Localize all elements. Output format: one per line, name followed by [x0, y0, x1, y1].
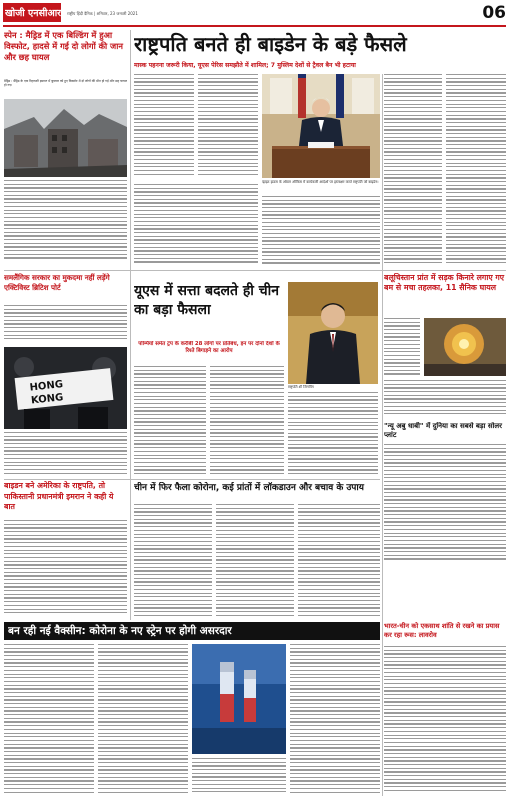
hk-headline: समलैंगिक सरकार का मुकदमा नहीं लड़ेंगे एक्टिविस्ट ब्रिटिश पोर्ट: [4, 273, 110, 292]
biden-pak-headline: बाइडन बने अमेरिका के राष्ट्रपति, तो पाकिस्तानी प्रधानमंत्री इमरान ने कही ये बात: [4, 481, 114, 511]
india-us-body-text: [384, 646, 506, 796]
biden-col-4-text: [446, 74, 506, 268]
page-number: 06: [482, 3, 506, 23]
biden-col-2-text: [198, 74, 258, 178]
solar-body-text: [384, 444, 506, 564]
spain-lead: मैड्रिड : मैड्रिड के एक रिहायशी इमारत में बुधवार को हुए विस्फोट में दो लोगों की मौत हो गई और छह घायल हो गए।: [4, 79, 127, 88]
covid-col-3-text: [298, 504, 380, 620]
spain-photo-art: [4, 99, 127, 177]
vaccine-col-2-text: [98, 644, 188, 796]
hk-body-text-2: [4, 432, 127, 478]
divider-2: [4, 479, 380, 480]
spain-body-text: [4, 180, 127, 265]
biden-bottom-text: [134, 184, 258, 268]
column-rule-left: [130, 30, 131, 620]
column-rule-right: [382, 74, 383, 796]
china-subhead: पोम्पियो समेत ट्रंप के करीबी 28 लोगों पर प्रतिबंध, इन पर दोनों देशों के रिश्ते बिगाड़ने का आरोप: [138, 341, 280, 354]
solar-headline: "न्यू अबु धाबी" में दुनिया का सबसे बड़ा सोलर प्लांट: [384, 422, 503, 439]
biden-col-3-text: [384, 74, 442, 268]
biden-pak-body-text: [4, 520, 127, 620]
biden-col-1-text: [134, 74, 194, 178]
biden-photo-caption: व्हाइट हाउस के ओवल ऑफिस में कार्यकारी आदेशों पर हस्ताक्षर करते राष्ट्रपति जो बाइडेन।: [262, 180, 380, 192]
balochistan-headline: बलूचिस्तान प्रांत में सड़क किनारे लगाए गए बम से मचा तहलका, 11 सैनिक घायल: [384, 273, 505, 293]
vaccine-photo-art: [192, 644, 286, 754]
china-col-1-text: [134, 366, 206, 478]
covid-col-2-text: [216, 504, 294, 620]
china-col-3-text: [288, 392, 378, 478]
spain-headline: स्पेन : मैड्रिड में एक बिल्डिंग में हुआ विस्फोट, हादसे में गई दो लोगों की जान और छह घायल: [4, 30, 123, 62]
spain-blast-photo: [4, 99, 127, 177]
divider-1: [4, 270, 506, 271]
biden-bottom-text-2: [262, 196, 380, 268]
hk-body-text: [4, 305, 127, 345]
vaccine-vial-photo: [192, 644, 286, 754]
biden-subhead: मास्क पहनना जरूरी किया, यूएस पेरिस समझौते में शामिल; 7 मुस्लिम देशों से ट्रैवल बैन भी हटाया: [134, 62, 356, 69]
biden-headline: राष्ट्रपति बनते ही बाइडेन के बड़े फैसले: [134, 32, 407, 56]
vaccine-col-3-text: [290, 644, 380, 796]
vaccine-col-1-text: [4, 644, 94, 796]
xi-photo-caption: राष्ट्रपति शी जिनपिंग: [288, 385, 378, 391]
balochistan-col-1-text: [384, 318, 420, 378]
hk-protest-photo: [4, 347, 127, 429]
masthead: [0, 0, 509, 28]
biden-photo-art: [262, 74, 380, 178]
india-us-headline: भारत-चीन को एकसाथ शांति से रखने का प्रयास कर रहा रूस: लावरोव: [384, 622, 500, 639]
china-headline: यूएस में सत्ता बदलते ही चीन का बड़ा फैसला: [134, 283, 280, 318]
vaccine-headline: बन रही नई वैक्सीन: कोरोना के नए स्ट्रेन पर होगी असरदार: [8, 625, 232, 637]
svg-text:HONG: HONG: [29, 379, 64, 394]
biden-oval-office-photo: [262, 74, 380, 178]
masthead-rule: [3, 25, 506, 27]
masthead-name: खोजी एनसीआर: [5, 8, 61, 19]
svg-text:KONG: KONG: [30, 392, 64, 407]
masthead-dateline: राष्ट्रीय हिंदी दैनिक | शनिवार, 23 जनवरी 2021: [67, 11, 138, 16]
balochistan-blast-photo: [424, 318, 506, 376]
xi-jinping-photo: [288, 282, 378, 384]
vaccine-col-2-lower: [192, 758, 286, 796]
balochistan-photo-art: [424, 318, 506, 376]
balochistan-body-text: [384, 380, 506, 420]
xi-photo-art: [288, 282, 378, 384]
china-col-2-text: [210, 366, 284, 478]
covid-col-1-text: [134, 504, 212, 620]
hk-photo-art: [4, 347, 127, 429]
covid-china-headline: चीन में फिर फैला कोरोना, कई प्रांतों में लॉकडाउन और बचाव के उपाय: [134, 483, 364, 493]
